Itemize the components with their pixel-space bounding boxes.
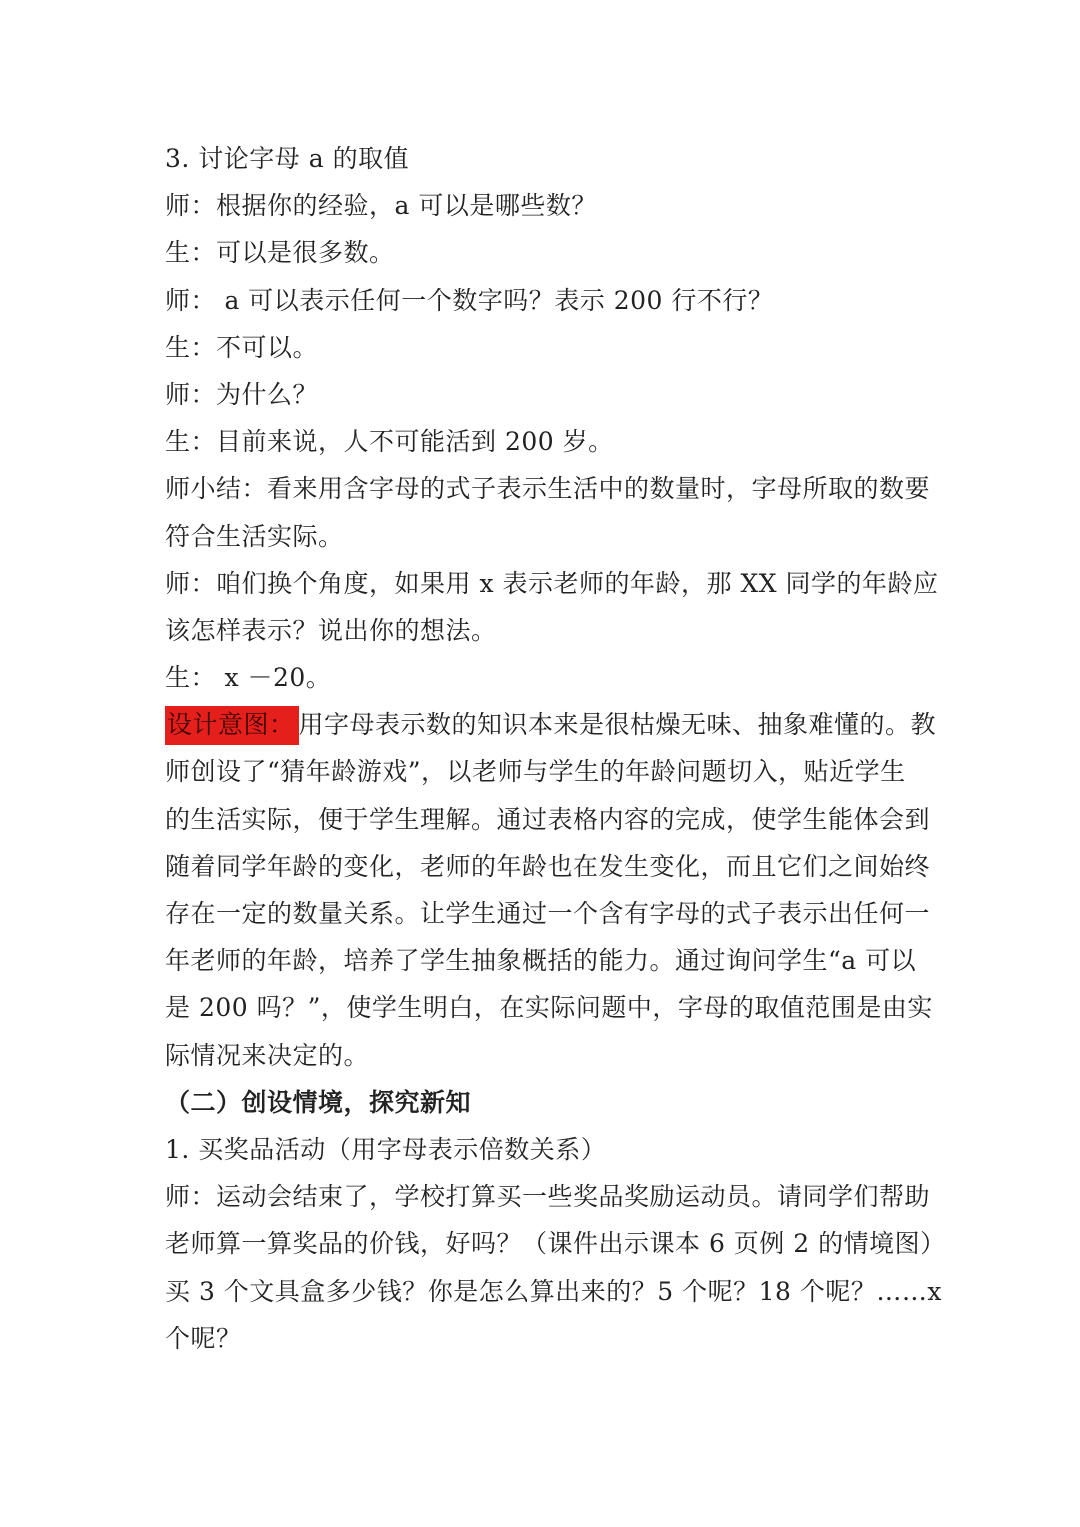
student-line: 生：不可以。	[165, 332, 319, 362]
summary-row: 符合生活实际。	[165, 521, 344, 551]
activity-row: 买 3 个文具盒多少钱？你是怎么算出来的？5 个呢？18 个呢？……x	[165, 1276, 943, 1306]
design-row: 是 200 吗？”，使学生明白，在实际问题中，字母的取值范围是由实	[165, 993, 933, 1023]
question-row: 该怎样表示？说出你的想法。	[165, 615, 497, 645]
design-intent-label: 设计意图：	[165, 706, 299, 745]
activity-paragraph	[165, 1173, 946, 1362]
teacher-line: 师：为什么？	[165, 379, 319, 409]
design-row: 际情况来决定的。	[165, 1040, 370, 1070]
teacher-question	[165, 560, 939, 654]
design-row: 的生活实际，便于学生理解。通过表格内容的完成，使学生能体会到	[165, 804, 931, 834]
item-heading-3: 3. 讨论字母 a 的取值	[165, 144, 410, 173]
design-row	[165, 701, 937, 748]
design-row: 年老师的年龄，培养了学生抽象概括的能力。通过询问学生“a 可以	[165, 946, 917, 976]
question-row: 师：咱们换个角度，如果用 x 表示老师的年龄，那 XX 同学的年龄应	[165, 568, 939, 598]
teacher-summary	[165, 465, 931, 559]
activity-row: 师：运动会结束了，学校打算买一些奖品奖励运动员。请同学们帮助	[165, 1182, 931, 1212]
document-page	[165, 135, 946, 1362]
design-row: 存在一定的数量关系。让学生通过一个含有字母的式子表示出任何一	[165, 899, 931, 928]
design-row: 随着同学年龄的变化，老师的年龄也在发生变化，而且它们之间始终	[165, 851, 931, 881]
summary-row: 师小结：看来用含字母的式子表示生活中的数量时，字母所取的数要	[165, 474, 931, 504]
design-text: 用字母表示数的知识本来是很枯燥无味、抽象难懂的。教	[298, 710, 937, 740]
teacher-line: 师：根据你的经验，a 可以是哪些数？	[165, 191, 597, 221]
activity-row: 老师算一算奖品的价钱，好吗？（课件出示课本 6 页例 2 的情境图）	[165, 1229, 946, 1259]
activity-row: 个呢？	[165, 1323, 242, 1353]
section-heading: （二）创设情境，探究新知	[165, 1087, 472, 1117]
design-row: 师创设了“猜年龄游戏”，以老师与学生的年龄问题切入，贴近学生	[165, 757, 906, 787]
student-line: 生：目前来说，人不可能活到 200 岁。	[165, 427, 614, 457]
teacher-line: 师： a 可以表示任何一个数字吗？表示 200 行不行？	[165, 285, 774, 315]
design-intent-paragraph	[165, 701, 937, 1079]
student-line: 生： x －20。	[165, 663, 332, 693]
activity-heading: 1. 买奖品活动（用字母表示倍数关系）	[165, 1134, 607, 1164]
student-line: 生：可以是很多数。	[165, 238, 395, 268]
